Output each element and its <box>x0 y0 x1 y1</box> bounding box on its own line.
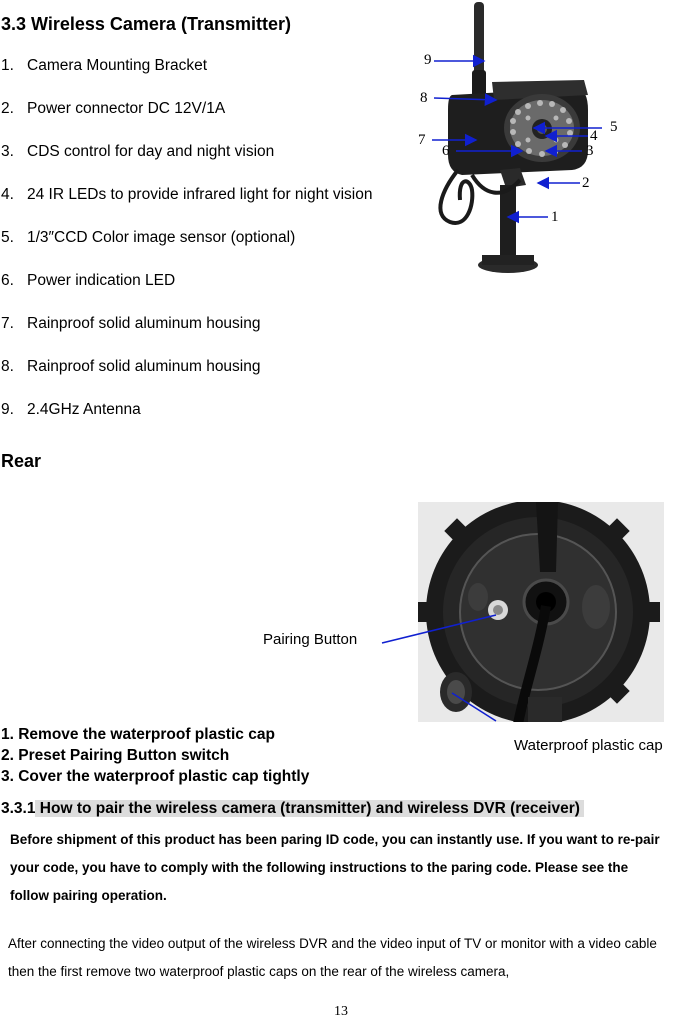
callout-number: 8 <box>420 90 428 106</box>
shipment-note-paragraph: Before shipment of this product has been paring ID code, you can instantly use. If you want to re-pair your code, you have to comply with the following instructions to the paring code. Please see the follow pairing operation. <box>10 832 660 903</box>
list-item: 2. Preset Pairing Button switch <box>1 747 230 764</box>
subsection-title: How to pair the wireless camera (transmitter) and wireless DVR (receiver) <box>35 800 584 817</box>
section-title: 3.3 Wireless Camera (Transmitter) <box>1 14 291 34</box>
list-item: 2. Power connector DC 12V/1A <box>1 100 226 117</box>
instructions-paragraph: After connecting the video output of the wireless DVR and the video input of TV or monitor with a video cable then the first remove two waterproof plastic caps on the rear of the wireless camera, <box>8 936 657 979</box>
callout-number: 4 <box>590 128 598 144</box>
page-number: 13 <box>334 1004 348 1019</box>
callout-number: 2 <box>582 175 590 191</box>
subsection-heading <box>1 800 584 818</box>
waterproof-cap-label: Waterproof plastic cap <box>514 737 663 754</box>
callout-number: 6 <box>442 143 450 159</box>
callout-number: 1 <box>551 209 559 225</box>
pairing-button-label: Pairing Button <box>263 631 358 648</box>
list-item: 3. CDS control for day and night vision <box>1 143 275 160</box>
callout-number: 7 <box>418 132 426 148</box>
callout-number: 5 <box>610 119 618 135</box>
list-item: 4. 24 IR LEDs to provide infrared light for night vision <box>1 186 373 203</box>
list-item: 5. 1/3″CCD Color image sensor (optional) <box>1 229 296 246</box>
list-item: 7. Rainproof solid aluminum housing <box>1 315 261 332</box>
callout-number: 3 <box>586 143 594 159</box>
list-item: 1. Camera Mounting Bracket <box>1 57 208 74</box>
list-item: 3. Cover the waterproof plastic cap tightly <box>1 768 310 785</box>
list-item: 9. 2.4GHz Antenna <box>1 401 141 418</box>
callout-number: 9 <box>424 52 432 68</box>
subsection-number: 3.3.1 <box>1 800 36 817</box>
rear-heading: Rear <box>1 451 42 471</box>
camera-front-illustration <box>412 0 684 285</box>
list-item: 6. Power indication LED <box>1 272 176 289</box>
rear-callout-lines <box>370 605 530 725</box>
pairing-steps <box>1 724 309 787</box>
list-item: 1. Remove the waterproof plastic cap <box>1 726 275 743</box>
list-item: 8. Rainproof solid aluminum housing <box>1 358 261 375</box>
